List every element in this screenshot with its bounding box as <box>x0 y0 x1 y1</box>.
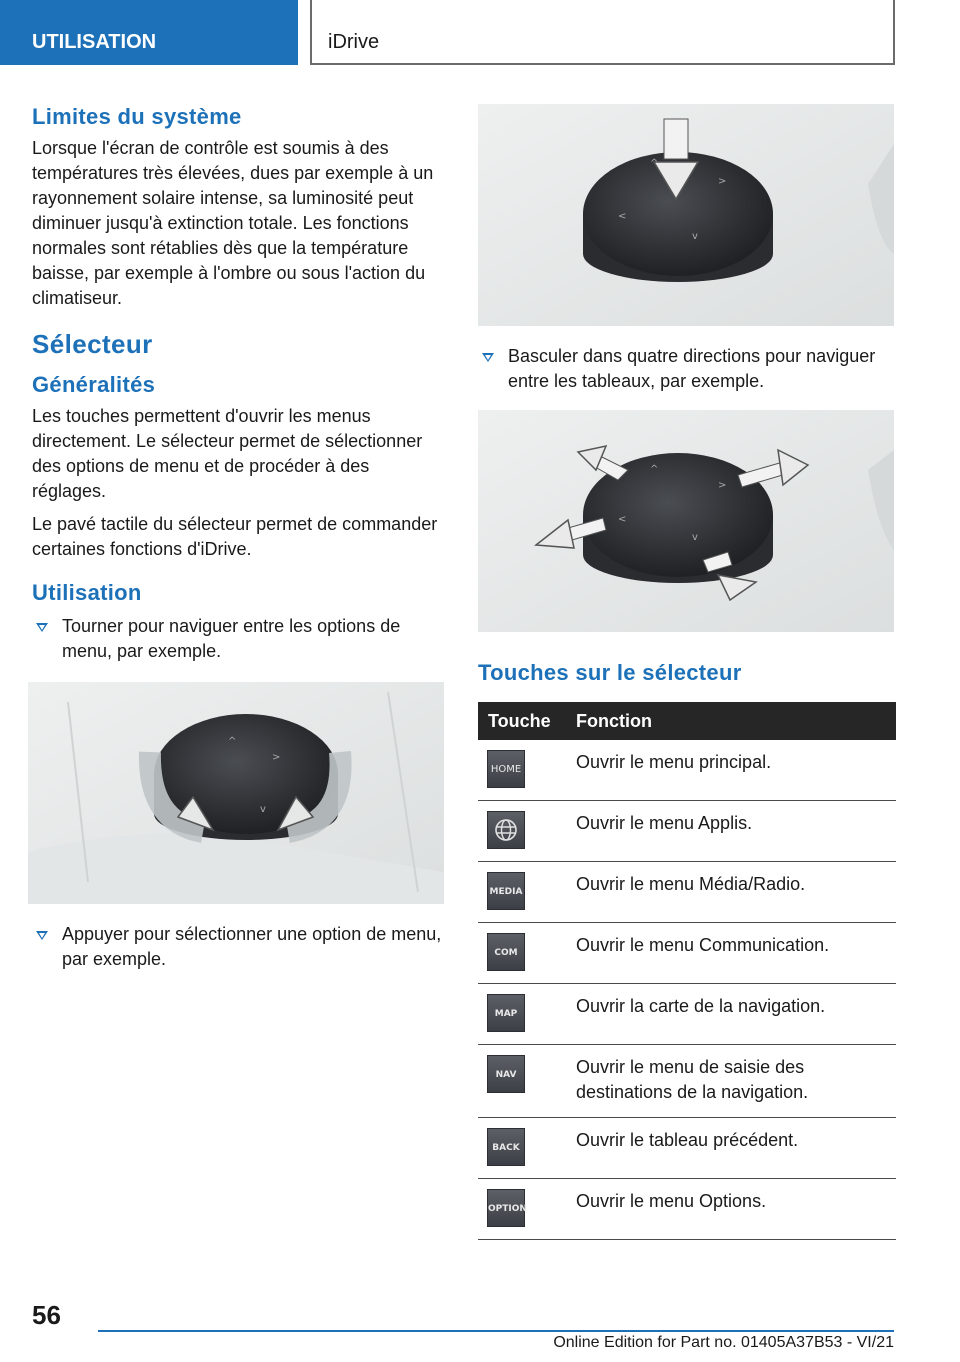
globe-key-icon <box>487 811 525 849</box>
controller-rotate-illustration <box>28 682 444 904</box>
svg-text:v: v <box>692 231 698 242</box>
column-header-function: Fonction <box>568 702 896 740</box>
table-cell-function: Ouvrir le menu principal. <box>568 740 896 801</box>
svg-text:^: ^ <box>650 158 659 169</box>
svg-text:v: v <box>692 532 698 543</box>
bullet-turn-text: Tourner pour naviguer entre les options de menu, par exemple. <box>62 616 401 661</box>
paragraph-general-1: Les touches permettent d'ouvrir les menus directement. Le sélecteur permet de sélectionner des options de menu et de procéder à des réglages. <box>32 406 423 501</box>
svg-text:^: ^ <box>650 464 659 475</box>
controller-keys-table <box>478 702 896 1240</box>
table-row <box>478 1118 896 1179</box>
svg-text:<: < <box>618 514 627 525</box>
controller-tilt-illustration <box>478 410 894 632</box>
table-cell-function: Ouvrir le menu Options. <box>568 1179 896 1240</box>
nav-key-icon: NAV <box>487 1055 525 1093</box>
svg-text:^: ^ <box>228 736 237 747</box>
table-cell-function: Ouvrir le menu Applis. <box>568 801 896 862</box>
heading-controller: Sélecteur <box>32 329 153 359</box>
table-row <box>478 862 896 923</box>
heading-system-limits: Limites du système <box>32 104 242 129</box>
footer-edition: Online Edition for Part no. 01405A37B53 - VI/21 <box>553 1334 894 1351</box>
heading-general: Généralités <box>32 372 156 397</box>
bullet-tilt-text: Basculer dans quatre directions pour naviguer entre les tableaux, par exemple. <box>508 346 876 391</box>
globe-icon <box>488 812 524 848</box>
bullet-press-text: Appuyer pour sélectionner une option de menu, par exemple. <box>62 924 442 969</box>
triangle-bullet-icon <box>36 623 48 632</box>
back-key-icon: BACK <box>487 1128 525 1166</box>
option-key-icon: OPTION <box>487 1189 525 1227</box>
bullet-press <box>32 922 444 972</box>
com-key-icon: COM <box>487 933 525 971</box>
right-column <box>478 104 896 1240</box>
page-number: 56 <box>32 1300 61 1330</box>
heading-usage: Utilisation <box>32 580 142 605</box>
table-cell-function: Ouvrir le tableau précédent. <box>568 1118 896 1179</box>
paragraph-system-limits: Lorsque l'écran de contrôle est soumis à des températures très élevées, dues par exemple à un rayonnement solaire intense, sa luminosité peut diminuer jusqu'à extinction totale. Les fonctions normales sont rétablies dès que la température baisse, par exemple à l'ombre ou sous l'action du climatiseur. <box>32 138 434 308</box>
table-row <box>478 740 896 801</box>
svg-text:>: > <box>272 752 281 763</box>
triangle-bullet-icon <box>482 353 494 362</box>
table-row <box>478 1179 896 1240</box>
header-topic: iDrive <box>310 0 895 65</box>
column-header-key: Touche <box>478 702 568 740</box>
table-row <box>478 1045 896 1118</box>
home-key-icon: HOME <box>487 750 525 788</box>
bullet-turn <box>32 614 444 664</box>
table-row <box>478 801 896 862</box>
paragraph-general-2: Le pavé tactile du sélecteur permet de commander certaines fonctions d'iDrive. <box>32 514 438 559</box>
left-column <box>32 100 444 972</box>
map-key-icon: MAP <box>487 994 525 1032</box>
controller-press-illustration <box>478 104 894 326</box>
table-cell-function: Ouvrir le menu Communication. <box>568 923 896 984</box>
triangle-bullet-icon <box>36 931 48 940</box>
table-row <box>478 984 896 1045</box>
svg-text:<: < <box>618 211 627 222</box>
bullet-tilt <box>478 344 896 394</box>
table-row <box>478 923 896 984</box>
footer-divider <box>98 1330 894 1332</box>
table-header-row <box>478 702 896 740</box>
table-cell-function: Ouvrir le menu Média/Radio. <box>568 862 896 923</box>
svg-text:>: > <box>718 480 727 491</box>
header-section-tab: UTILISATION <box>0 0 298 65</box>
media-key-icon: MEDIA <box>487 872 525 910</box>
table-cell-function: Ouvrir le menu de saisie des destinations de la navigation. <box>568 1045 896 1118</box>
heading-controller-keys: Touches sur le sélecteur <box>478 660 742 685</box>
svg-text:>: > <box>718 176 727 187</box>
table-cell-function: Ouvrir la carte de la navigation. <box>568 984 896 1045</box>
svg-text:v: v <box>260 804 266 815</box>
